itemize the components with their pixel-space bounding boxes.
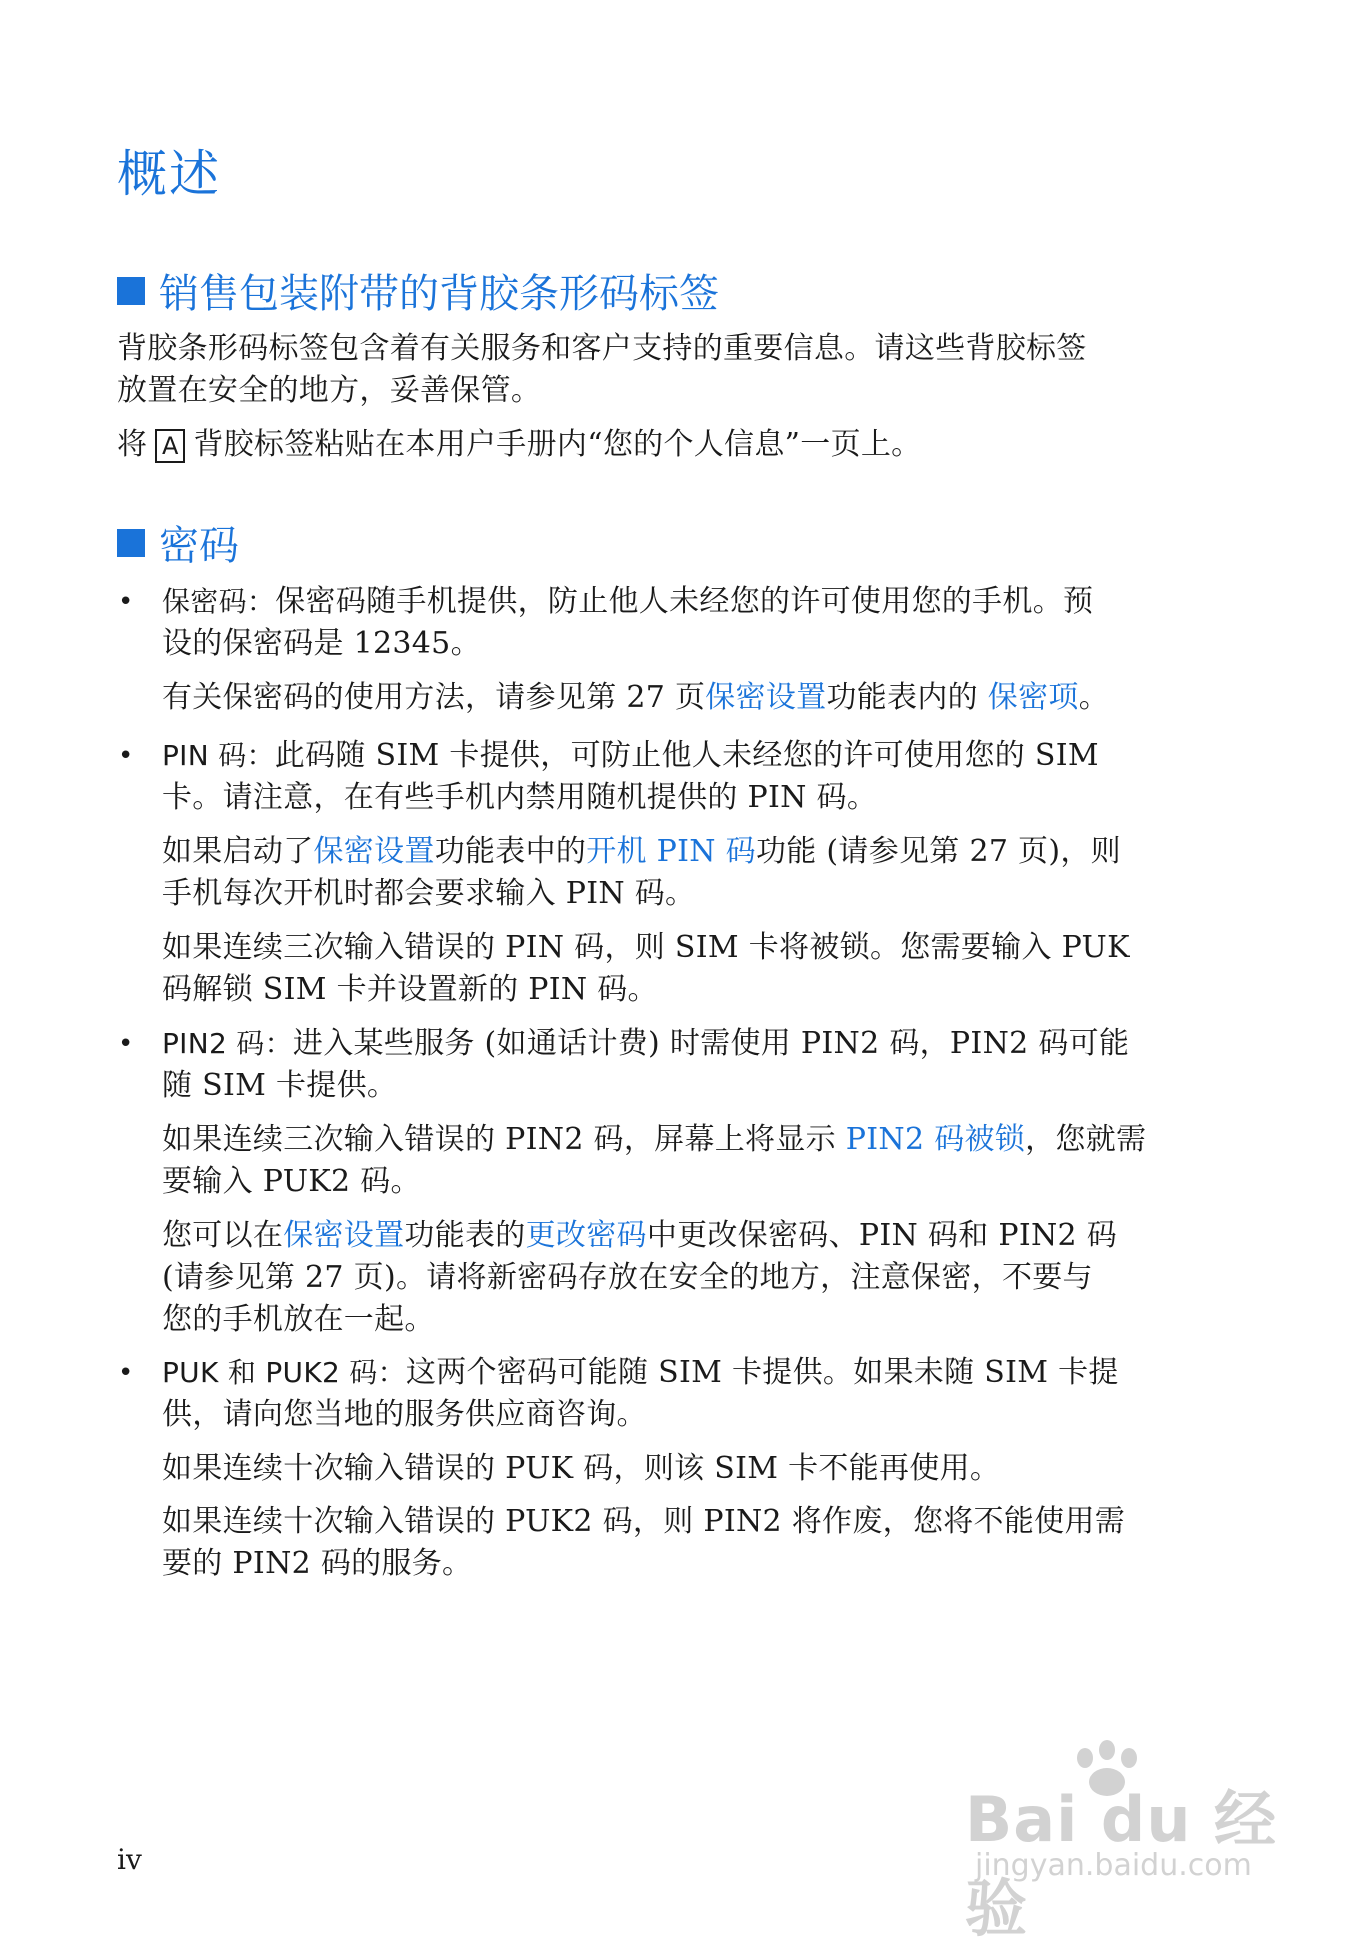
text-line: 码解锁 SIM 卡并设置新的 PIN 码。 bbox=[162, 972, 658, 1007]
heading-square-icon bbox=[117, 277, 145, 305]
bullet-pin-code-note bbox=[162, 831, 1232, 915]
section-heading-passwords bbox=[117, 514, 239, 571]
bullet-pin-code bbox=[162, 735, 1232, 819]
bullet-icon: • bbox=[118, 741, 134, 771]
text-span: 如果启动了 bbox=[162, 834, 314, 869]
text-line: 供，请向您当地的服务供应商咨询。 bbox=[162, 1397, 647, 1432]
section-heading-labels bbox=[117, 262, 719, 319]
label-a-box: A bbox=[155, 429, 185, 463]
text-span: 有关保密码的使用方法，请参见第 27 页 bbox=[162, 680, 706, 715]
heading-square-icon bbox=[117, 529, 145, 557]
bullet-security-code bbox=[162, 581, 1232, 665]
text-line: 您的手机放在一起。 bbox=[162, 1302, 435, 1337]
text-span: 进入某些服务 (如通话计费) 时需使用 PIN2 码，PIN2 码可能 bbox=[292, 1026, 1130, 1061]
bullet-lead: PIN 码： bbox=[162, 739, 275, 772]
bullet-puk-code-note bbox=[162, 1448, 1232, 1490]
bullet-security-code-note bbox=[162, 677, 1232, 719]
text-line: 放置在安全的地方，妥善保管。 bbox=[117, 373, 542, 408]
bullet-lead: PUK 和 PUK2 码： bbox=[162, 1356, 406, 1389]
bullet-lead: 保密码： bbox=[162, 585, 276, 618]
bullet-lead: PIN2 码： bbox=[162, 1027, 293, 1060]
text-span: 。 bbox=[1078, 680, 1110, 715]
bullet-icon: • bbox=[118, 1029, 134, 1059]
link-change-codes[interactable]: 更改密码 bbox=[525, 1218, 647, 1253]
bullet-pin2-code bbox=[162, 1023, 1232, 1107]
text-line: 要输入 PUK2 码。 bbox=[162, 1164, 421, 1199]
text-line: 如果连续十次输入错误的 PUK2 码，则 PIN2 将作废，您将不能使用需 bbox=[162, 1504, 1126, 1539]
watermark-url: jingyan.baidu.com bbox=[975, 1848, 1252, 1883]
bullet-pin2-code-note bbox=[162, 1119, 1232, 1203]
text-span: 保密码随手机提供，防止他人未经您的许可使用您的手机。预 bbox=[275, 584, 1094, 619]
link-security-items[interactable]: 保密项 bbox=[987, 680, 1079, 715]
text-line: 要的 PIN2 码的服务。 bbox=[162, 1546, 473, 1581]
page-title: 概述 bbox=[117, 145, 221, 203]
text-line: (请参见第 27 页)。请将新密码存放在安全的地方，注意保密，不要与 bbox=[162, 1260, 1093, 1295]
text-span: 背胶标签粘贴在本用户手册内“您的个人信息”一页上。 bbox=[193, 427, 922, 462]
link-pin2-blocked[interactable]: PIN2 码被锁 bbox=[845, 1122, 1026, 1157]
watermark-brand: Bai du 经验 bbox=[965, 1783, 1278, 1945]
link-security-settings[interactable]: 保密设置 bbox=[283, 1218, 405, 1253]
link-security-settings[interactable]: 保密设置 bbox=[705, 680, 827, 715]
text-span: 将 bbox=[117, 427, 148, 462]
labels-instruction bbox=[117, 424, 1227, 466]
text-line: 手机每次开机时都会要求输入 PIN 码。 bbox=[162, 876, 696, 911]
text-span: 如果连续三次输入错误的 PIN2 码，屏幕上将显示 bbox=[162, 1122, 846, 1157]
text-line: 背胶条形码标签包含着有关服务和客户支持的重要信息。请这些背胶标签 bbox=[117, 331, 1087, 366]
text-span: 功能表中的 bbox=[434, 834, 587, 869]
text-span: 这两个密码可能随 SIM 卡提供。如果未随 SIM 卡提 bbox=[405, 1355, 1119, 1390]
text-line: 如果连续三次输入错误的 PIN 码，则 SIM 卡将被锁。您需要输入 PUK bbox=[162, 930, 1130, 965]
labels-paragraph bbox=[117, 328, 1227, 412]
bullet-icon: • bbox=[118, 1358, 134, 1388]
bullet-pin2-change-note bbox=[162, 1215, 1232, 1341]
bullet-puk-codes bbox=[162, 1352, 1232, 1436]
text-line: 卡。请注意，在有些手机内禁用随机提供的 PIN 码。 bbox=[162, 780, 878, 815]
section-heading-text: 密码 bbox=[159, 523, 239, 569]
link-startup-pin[interactable]: 开机 PIN 码 bbox=[586, 834, 756, 869]
text-span: ，您就需 bbox=[1025, 1122, 1147, 1157]
text-line: 设的保密码是 12345。 bbox=[162, 626, 481, 661]
text-line: 如果连续十次输入错误的 PUK 码，则该 SIM 卡不能再使用。 bbox=[162, 1451, 1001, 1486]
text-span: 功能 (请参见第 27 页)，则 bbox=[755, 834, 1121, 869]
text-span: 功能表内的 bbox=[826, 680, 988, 715]
link-security-settings[interactable]: 保密设置 bbox=[313, 834, 435, 869]
text-span: 您可以在 bbox=[162, 1218, 284, 1253]
section-heading-text: 销售包装附带的背胶条形码标签 bbox=[159, 271, 719, 317]
bullet-pin-code-lock bbox=[162, 927, 1232, 1011]
text-span: 功能表的 bbox=[404, 1218, 526, 1253]
text-span: 中更改保密码、PIN 码和 PIN2 码 bbox=[646, 1218, 1118, 1253]
text-span: 此码随 SIM 卡提供，可防止他人未经您的许可使用您的 SIM bbox=[274, 738, 1099, 773]
watermark bbox=[965, 1740, 1285, 1945]
page-number: iv bbox=[117, 1843, 142, 1876]
bullet-icon: • bbox=[118, 587, 134, 617]
bullet-puk2-code-note bbox=[162, 1501, 1232, 1585]
text-line: 随 SIM 卡提供。 bbox=[162, 1068, 398, 1103]
